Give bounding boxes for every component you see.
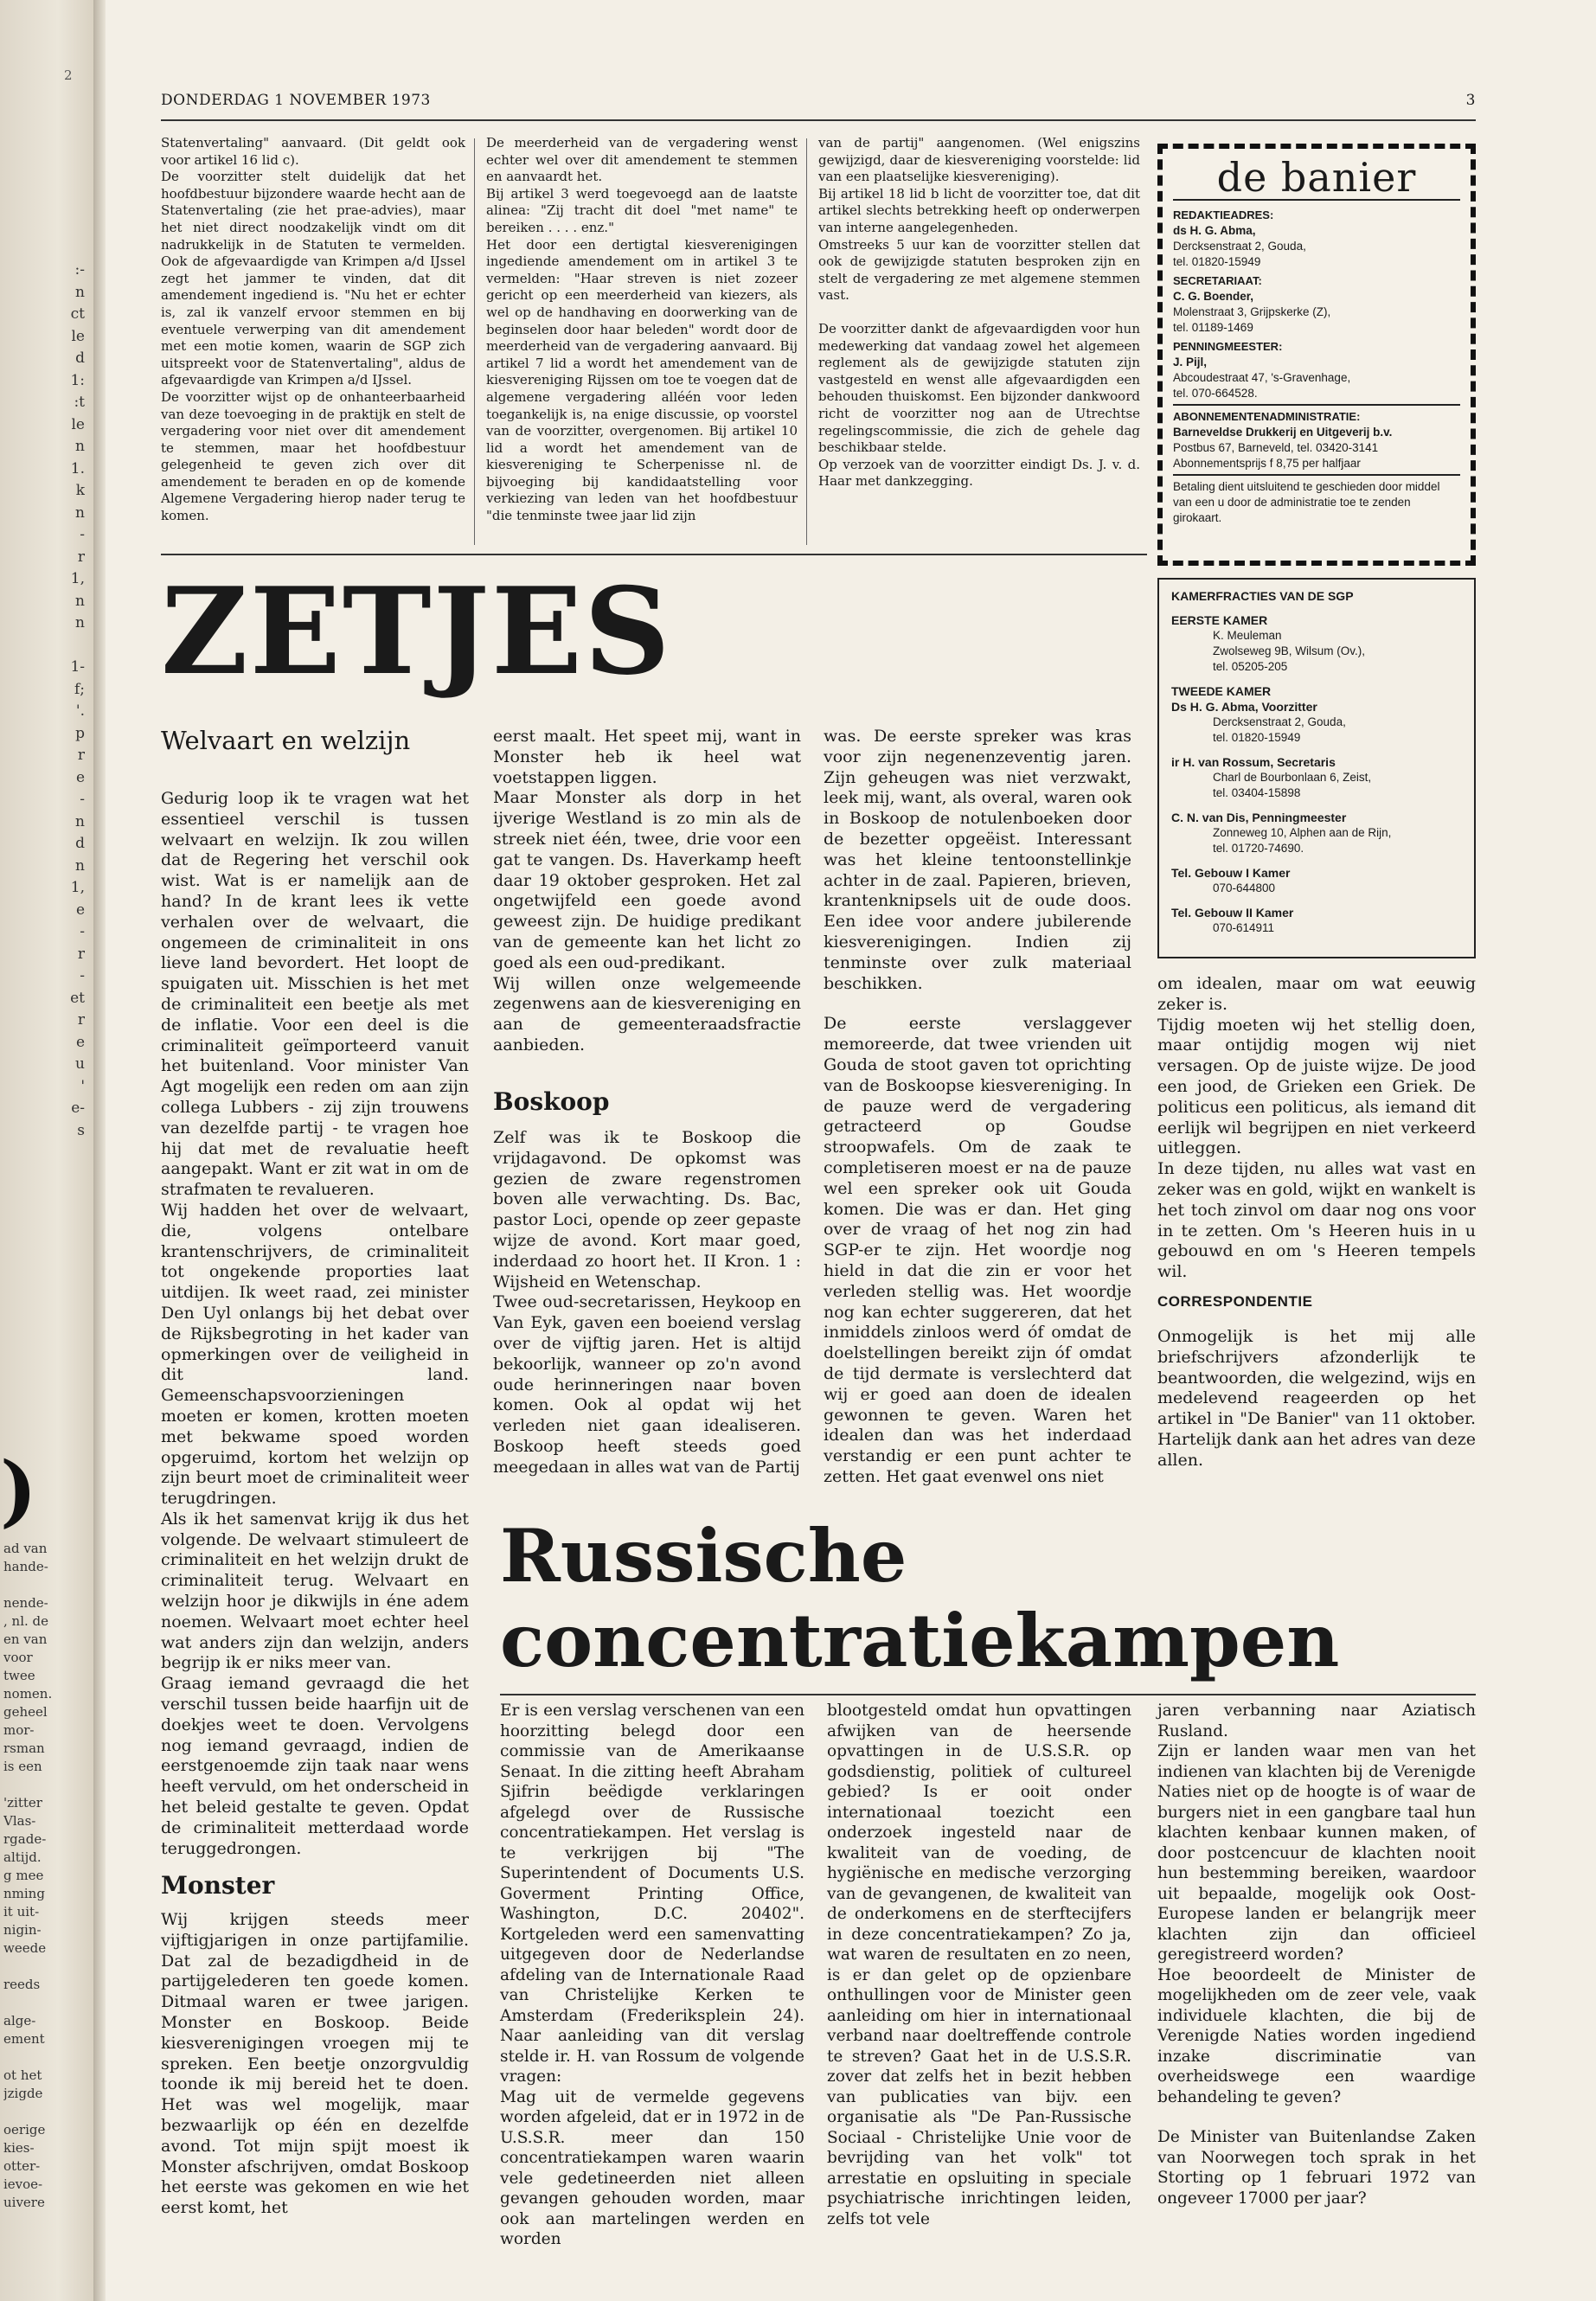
left-page-fragment-line: rsman — [3, 1740, 45, 1756]
left-page-fragment-line: - — [80, 967, 85, 984]
left-page-fragment-line: k — [75, 482, 85, 499]
left-page-fragment-line: ot het — [3, 2067, 42, 2083]
paragraph: van de partij" aangenomen. (Wel enigszins gewijzigd, daar de kiesvereniging voorstelde: lid van een plaatselijke kiesvereniging). — [818, 135, 1140, 185]
eerste-kamer-label: EERSTE KAMER — [1171, 613, 1268, 627]
van-rossum-phone: tel. 03404-15898 — [1213, 786, 1301, 799]
page-header — [161, 87, 1476, 121]
left-page-fragment-line: et — [70, 989, 85, 1007]
column-divider — [806, 138, 807, 545]
zetjes-headline: ZETJES — [161, 561, 672, 702]
russische-col1 — [500, 1701, 804, 2250]
paragraph: jaren verbanning naar Aziatisch Rusland. — [1157, 1702, 1476, 1740]
top-article-col3 — [818, 135, 1140, 490]
left-page-fragment-line: jzigde — [3, 2086, 43, 2101]
van-rossum-name: ir H. van Rossum, Secretaris — [1171, 755, 1336, 769]
banier-divider — [1173, 474, 1460, 476]
left-page-fragment-line: e — [75, 901, 85, 919]
betaling-note: Betaling dient uitsluitend te geschieden door middel van een u door de administratie toe te zenden girokaart. — [1173, 480, 1440, 524]
top-article-col2 — [486, 135, 798, 525]
paragraph: Omstreeks 5 uur kan de voorzitter stellen dat ook de gewijzigde statuten besproken zijn en stelt de vergadering ze met algemene stemmen vast. — [818, 236, 1140, 304]
paragraph: Twee oud-secretarissen, Heykoop en Van Eyk, gaven een boeiend verslag over de vijftig jaren. Het is altijd bekoorlijk, wanneer op zo'n avond oude herinneringen naar boven komen. Ook al opdat wij het verleden niet gaan idealiseren. Boskoop heeft steeds goed meegedaan in alles wat van de Partij — [493, 1292, 801, 1477]
redactie-address: Dercksenstraat 2, Gouda, — [1173, 240, 1306, 253]
left-page-big-letter: ) — [0, 1445, 37, 1536]
subheading-welvaart: Welvaart en welzijn — [161, 726, 411, 755]
russische-headline — [500, 1514, 1486, 1683]
header-page-number: 3 — [1465, 92, 1476, 109]
paragraph: Statenvertaling" aanvaard. (Dit geldt ook voor artikel 16 lid c). — [161, 135, 465, 168]
paragraph: De eerste verslaggever memoreerde, dat twee vrienden uit Gouda de stoot gaven tot oprichting van de Boskoopse kiesvereniging. In de pauze werd de vergadering getracteerd op Goudse stroopwafels. Om de zaak te completiseren moest er na de pauze wel een spreker ook uit Gouda komen. Die was er dan. Het ging over de vraag of het nog zin had SGP-er te zijn. Het woordje nog hield in dat die zin er voor het verleden stellig was. Het woordje nog kan echter suggereren, dat het inmiddels zinloos werd óf omdat de doelstellingen bereikt zijn óf omdat de tijd dermate is verslechterd dat wij er goed aan doen de idealen gewonnen te geven. Waren het idealen dan was het inderdaad verstandig er een punt achter te zetten. Het gaat evenwel ons niet — [824, 1014, 1131, 1486]
redactie-name: ds H. G. Abma, — [1173, 224, 1256, 237]
abonnementen-name: Barneveldse Drukkerij en Uitgeverij b.v. — [1173, 426, 1393, 439]
left-page-fragment-line: oerige — [3, 2122, 46, 2138]
penning-phone: tel. 070-664528. — [1173, 387, 1258, 400]
paragraph: De voorzitter stelt duidelijk dat het hoofdbestuur bijzondere waarde hecht aan de Statenvertaling (zie het prae-advies), maar het niet direct noodzakelijk vindt om dit nadrukkelijk in de Statuten te vermelden. Ook de afgevaardigde van Krimpen a/d IJssel zegt het jammer te vinden, dat dit amendement ingediend is. "Nu het er echter is, zal ik vanzelf ervoor stemmen en bij eventuele verwerping van dit amendement met een motie komen, waarin de SGP zich uitspreekt voor de Statenvertaling", aldus de afgevaardigde van Krimpen a/d IJssel. — [161, 169, 465, 388]
left-page-fragment-line: :- — [74, 261, 85, 279]
zetjes-col2-boskoop — [493, 1128, 801, 1478]
left-page-fragment-bottom — [3, 1540, 93, 2212]
left-page-fragment-line: s — [77, 1121, 85, 1139]
column-divider — [474, 138, 475, 545]
left-page-fragment-line — [3, 1576, 93, 1594]
tweede-kamer-phone: tel. 01820-15949 — [1213, 731, 1301, 744]
section-divider — [500, 1694, 1476, 1695]
left-page-fragment-line: nomen. — [3, 1686, 53, 1702]
gebouw-1-phone: 070-644800 — [1213, 881, 1276, 894]
left-page-fragment-line: - — [80, 791, 85, 808]
left-page-fragment-line: reeds — [3, 1977, 41, 1992]
zetjes-col1 — [161, 789, 469, 1859]
paragraph: Bij artikel 18 lid b licht de voorzitter toe, dat dit artikel slechts betrekking heeft op onderwerpen van interne aangelegenheden. — [818, 185, 1140, 235]
paragraph: eerst maalt. Het speet mij, want in Monster heb ik heel wat voetstappen liggen. — [493, 727, 801, 787]
banier-divider — [1173, 404, 1460, 406]
left-page-fragment-line: n — [75, 856, 85, 875]
paragraph: Tijdig moeten wij het stellig doen, maar ontijdig mogen wij niet versagen. Op de juiste wijze. De jood een jood, de Grieken een Griek. De politicus een politicus, als iemand dit eerlijk wil begrijpen en niet verkeerd uitleggen. — [1157, 1015, 1476, 1158]
left-page-fragment-line: u — [75, 1055, 85, 1073]
russische-headline-line2: concentratiekampen — [500, 1598, 1340, 1683]
redactie-phone: tel. 01820-15949 — [1173, 255, 1261, 268]
eerste-kamer-name: K. Meuleman — [1213, 629, 1282, 642]
left-page-fragment-line: mor- — [3, 1722, 35, 1738]
secretariaat-address: Molenstraat 3, Grijpskerke (Z), — [1173, 305, 1331, 318]
paragraph: Wij krijgen steeds meer vijftigjarigen in onze partijfamilie. Dat zal de bezadigdheid in de partijgelederen ten goede komen. Ditmaal waren er twee jarigen. Monster en Boskoop. Beide kiesverenigingen vroegen mij te spreken. Een beetje onzorgvuldig toonde ik mij bereid het te doen. Het was wel mogelijk, maar bezwaarlijk op één en dezelfde avond. Tot mijn spijt moest ik Monster afschrijven, omdat Boskoop het eerste was gekomen en wie het eerst komt, het — [161, 1910, 469, 2218]
left-page-fragment-line: n — [75, 592, 85, 610]
left-page-fragment-line: weede — [3, 1940, 47, 1956]
paragraph: Maar Monster als dorp in het ijverige Westland is zo min als de streek niet één, twee, drie voor een gat te vangen. Ds. Haverkamp heeft daar 19 oktober gesproken. Het zal ongetwijfeld een goede avond geweest zijn. De huidige predikant van de gemeente kan het licht zo goed als een oud-predikant. — [493, 788, 801, 972]
paragraph: Op verzoek van de voorzitter eindigt Ds. J. v. d. Haar met dankzegging. — [818, 456, 1140, 490]
left-page-number: 2 — [64, 67, 73, 83]
left-page-fragment-line: r — [77, 747, 85, 764]
left-page-fragment-line: f; — [74, 680, 85, 698]
van-rossum-address: Charl de Bourbonlaan 6, Zeist, — [1213, 771, 1372, 784]
left-page-fragment-line — [3, 2048, 93, 2067]
left-page-fragment-line: e- — [71, 1099, 85, 1117]
left-page-fragment-line: le — [71, 415, 85, 433]
left-page-fragment-line: hande- — [3, 1559, 48, 1574]
left-page-fragment-line: '. — [75, 702, 85, 720]
banier-masthead-box — [1157, 144, 1476, 566]
correspondentie-heading: CORRESPONDENTIE — [1157, 1293, 1313, 1310]
zetjes-col4 — [1157, 974, 1476, 1283]
section-divider — [161, 554, 1147, 555]
tweede-kamer-label: TWEEDE KAMER — [1171, 684, 1272, 698]
left-page-fragment-line: kies- — [3, 2140, 35, 2156]
van-dis-phone: tel. 01720-74690. — [1213, 842, 1304, 855]
banier-title: de banier — [1173, 156, 1460, 201]
header-date: DONDERDAG 1 NOVEMBER 1973 — [161, 92, 431, 109]
left-page-fragment-line — [3, 2103, 93, 2121]
tweede-kamer-address: Dercksenstraat 2, Gouda, — [1213, 715, 1346, 728]
left-page-fragment-line — [3, 1776, 93, 1794]
abonnementen-address: Postbus 67, Barneveld, tel. 03420-3141 — [1173, 441, 1379, 454]
zetjes-col1-monster — [161, 1910, 469, 2219]
paragraph: In deze tijden, nu alles wat vast en zeker was en gold, wijkt en wankelt is het toch zinvol om daar nog ons voor in te zetten. Om 's Heeren huis in u gebouwd en om 's Heeren tempels wil. — [1157, 1159, 1476, 1282]
russische-headline-line1: Russische — [500, 1513, 907, 1599]
left-page-fragment-line: ' — [80, 1077, 85, 1095]
russische-col2 — [827, 1701, 1131, 2229]
paragraph: Er is een verslag verschenen van een hoorzitting belegd door een commissie van de Amerikaanse Senaat. In die zitting heeft Abraham Sjifrin beëdigde verklaringen afgelegd over de Russische concentratiekampen. Het verslag is te verkrijgen bij "The Superintendent of Documents U.S. Goverment Printing Office, Washington, D.C. 20402". Kortgeleden werd een samenvatting uitgegeven door de Nederlandse afdeling van de Internationale Raad van Christelijke Kerken te Amsterdam (Frederiksplein 24). Naar aanleiding van dit verslag stelde ir. H. van Rossum de volgende vragen: — [500, 1702, 804, 2086]
left-page-fragment-line: 1: — [70, 371, 85, 389]
left-page-fragment-line: ad van — [3, 1541, 48, 1556]
paragraph: Onmogelijk is het mij alle briefschrijvers afzonderlijk te beantwoorden, die welgezind, wijs en medelevend reageerden op het artikel in "De Banier" van 11 oktober. Hartelijk dank aan het adres van deze allen. — [1157, 1327, 1476, 1470]
left-page-fragment-line: alge- — [3, 2013, 36, 2029]
paragraph: De meerderheid van de vergadering wenst echter wel over dit amendement te stemmen en aanvaardt het. — [486, 135, 798, 185]
kamerfracties-heading: KAMERFRACTIES VAN DE SGP — [1171, 589, 1354, 603]
left-page-fragment-line: rgade- — [3, 1831, 47, 1847]
left-page-fragment-line: 1, — [70, 879, 85, 896]
left-page-fragment-line: - — [80, 526, 85, 543]
russische-col3 — [1157, 1701, 1476, 2208]
left-page-fragment-line: , nl. de — [3, 1613, 49, 1629]
secretariaat-phone: tel. 01189-1469 — [1173, 321, 1253, 334]
left-page-fragment-top — [3, 260, 90, 1142]
left-page-fragment-line: voor — [3, 1650, 33, 1665]
left-page-fragment-line: e — [75, 1033, 85, 1051]
left-page-fragment-line: r — [77, 945, 85, 963]
gebouw-1-label: Tel. Gebouw I Kamer — [1171, 866, 1291, 880]
paragraph: blootgesteld omdat hun opvattingen afwijken van de heersende opvattingen in de U.S.S.R. op godsdienstig, politiek of cultureel gebied? Is er ooit onder internationaal toezicht een onderzoek ingesteld naar de kwaliteit van de voeding, de hygiënische en medische verzorging van de gevangenen, de kwaliteit van de onderkomens en de sterftecijfers in deze concentratiekampen? Zo ja, wat waren de resultaten en zo neen, is er dan gelet op de opzienbare onthullingen voor de Minister geen aanleiding om hier in internationaal verband naar doeltreffende controle te streven? Gaat het in de U.S.S.R. zover dat zelfs het in bezit hebben van publicaties van bijv. een organisatie als "De Pan-Russische Sociaal - Christelijke Unie voor de bevrijding van het volk" tot arrestatie en opsluiting in speciale psychiatrische inrichtingen leiden, zelfs tot vele — [827, 1702, 1131, 2228]
redactie-label: REDAKTIEADRES: — [1173, 208, 1274, 221]
left-page-fragment-line: r — [77, 548, 85, 566]
left-page-fragment-line: 1, — [70, 570, 85, 587]
zetjes-col2 — [493, 727, 801, 1056]
left-page-fragment-line: le — [71, 327, 85, 345]
gebouw-2-label: Tel. Gebouw II Kamer — [1171, 906, 1294, 920]
penning-label: PENNINGMEESTER: — [1173, 340, 1283, 353]
left-page-fragment-line: en van — [3, 1631, 48, 1647]
van-dis-name: C. N. van Dis, Penningmeester — [1171, 811, 1347, 824]
left-page-fragment-line: p — [75, 724, 85, 742]
paragraph: Graag iemand gevraagd die het verschil tussen beide haarfijn uit de doekjes weet te doen. Vervolgens nog iemand gevraagd, indien de eerstgenoemde zijn taak naar wens heeft vervuld, om het onderscheid in het beleid gestalte te geven. Opdat de criminaliteit metterdaad worde teruggedrongen. — [161, 1674, 469, 1858]
secretariaat-name: C. G. Boender, — [1173, 290, 1254, 303]
gebouw-2-phone: 070-614911 — [1213, 921, 1275, 934]
left-page-fragment-line: - — [80, 923, 85, 940]
left-page-fragment-line: nming — [3, 1886, 45, 1901]
secretariaat-label: SECRETARIAAT: — [1173, 274, 1262, 287]
tweede-kamer-name: Ds H. G. Abma, Voorzitter — [1171, 700, 1317, 714]
left-page-fragment-line: nigin- — [3, 1922, 42, 1938]
paragraph: Als ik het samenvat krijg ik dus het volgende. De welvaart stimuleert de criminaliteit en het welzijn drukt de criminaliteit terug. Welvaart en welzijn hoor je dikwijls in éne adem noemen. Welvaart moet echter heel wat anders zijn dan welzijn, anders begrijp ik er niks meer van. — [161, 1509, 469, 1673]
left-page-fragment-line: g mee — [3, 1868, 44, 1883]
left-page-fragment-line: otter- — [3, 2158, 41, 2174]
paragraph: Hoe beoordeelt de Minister de mogelijkheden om de zeer vele, vaak individuele klachten, die bij de Verenigde Naties worden ingediend inzake discriminatie van overheidswege een waardige behandeling te geven? — [1157, 1965, 1476, 2106]
paragraph: Wij hadden het over de welvaart, die, volgens ontelbare krantenschrijvers, de criminaliteit tot ongekende proporties laat uitdijen. Ik weet raad, zei minister Den Uyl onlangs bij het debat over de Rijksbegroting in het kader van opmerkingen over de veiligheid in dit land. Gemeenschapsvoorzieningen moeten er komen, krotten moeten met bekwame spoed worden opgeruimd, kortom het welzijn op zijn beurt moet de criminaliteit weer terugdringen. — [161, 1200, 469, 1509]
paragraph: Zijn er landen waar men van het indienen van klachten bij de Verenigde Naties niet op de hoogte is of waar de burgers niet in een gangbare taal hun klachten kenbaar kunnen maken, of door postcencuur de klachten nooit hun bestemming bereiken, waardoor uit bepaalde, mogelijk ook Oost-Europese landen er belangrijk meer klachten zijn dan officieel geregistreerd worden? — [1157, 1742, 1476, 1964]
eerste-kamer-phone: tel. 05205-205 — [1213, 660, 1288, 673]
left-page-fragment-line: Vlas- — [3, 1813, 36, 1829]
left-page-fragment-line: :t — [74, 394, 85, 411]
left-page-fragment-line: d — [75, 835, 85, 852]
left-page-fragment-line: altijd. — [3, 1849, 42, 1865]
left-page-edge — [0, 0, 97, 2301]
left-page-fragment-line: nende- — [3, 1595, 48, 1611]
left-page-fragment-line: ct — [70, 305, 85, 323]
van-dis-address: Zonneweg 10, Alphen aan de Rijn, — [1213, 826, 1392, 839]
left-page-fragment-line: e — [75, 768, 85, 786]
abonnementen-price: Abonnementsprijs f 8,75 per halfjaar — [1173, 457, 1361, 470]
paragraph: was. De eerste spreker was kras voor zijn negenenzeventig jaren. Zijn geheugen was niet verzwakt, leek mij, want, als overal, waren ook in Boskoop de notulenboeken door de bezetter opgeëist. Interessant was het kleine tentoonstellinkje achter in de zaal. Papieren, brieven, krantenknipsels uit de oude doos. Een idee voor andere jubilerende kiesverenigingen. Indien zij tenminste over zulk materiaal beschikken. — [824, 727, 1131, 993]
eerste-kamer-address: Zwolseweg 9B, Wilsum (Ov.), — [1213, 644, 1366, 657]
page-fold — [93, 0, 106, 2301]
left-page-fragment-line: n — [75, 283, 85, 301]
left-page-fragment-line: 1- — [70, 658, 85, 676]
paragraph: De voorzitter wijst op de onhanteerbaarheid van deze toevoeging in de praktijk en stelt de vergadering voor niet over dit amendement te stemmen, maar het hoofdbestuur gelegenheid te geven zich over dit amendement te beraden en op de komende Algemene Vergadering hierop nader terug te komen. — [161, 388, 465, 524]
left-page-fragment-line: 1. — [70, 459, 85, 478]
left-page-fragment-line: is een — [3, 1759, 42, 1774]
left-page-fragment-line: n — [75, 614, 85, 631]
paragraph: De Minister van Buitenlandse Zaken van Noorwegen toch sprak in het Storting op 1 februari 1972 van ongeveer 17000 per jaar? — [1157, 2128, 1476, 2208]
left-page-fragment-line — [3, 635, 85, 657]
penning-address: Abcoudestraat 47, 's-Gravenhage, — [1173, 371, 1351, 384]
left-page-fragment-line: twee — [3, 1668, 35, 1683]
paragraph: De voorzitter dankt de afgevaardigden voor hun medewerking dat vandaag zowel het algemeen reglement als de gewijzigde statuten zijn vastgesteld en wenst alle afgevaardigden een behouden thuiskomst. Een bijzonder dankwoord richt de voorzitter nog aan de Utrechtse regelingscommissie, die zich de gehele dag beschikbaar stelde. — [818, 320, 1140, 456]
abonnementen-label: ABONNEMENTENADMINISTRATIE: — [1173, 410, 1361, 423]
paragraph: Mag uit de vermelde gegevens worden afgeleid, dat er in 1972 in de U.S.S.R. meer dan 150 concentratiekampen waren waarin vele gedetineerden niet alleen gevangen gehouden worden, maar ook aan martelingen werden en worden — [500, 2087, 804, 2248]
left-page-fragment-line: d — [75, 349, 85, 367]
penning-name: J. Pijl, — [1173, 356, 1208, 369]
zetjes-col3 — [824, 727, 1131, 1488]
left-page-fragment-line: ievoe- — [3, 2176, 43, 2192]
top-article-col1 — [161, 135, 465, 525]
paragraph: Zelf was ik te Boskoop die vrijdagavond. De opkomst was gezien de zware regenstromen boven alle verwachting. Ds. Bac, pastor Loci, opende op zeer gepaste wijze de avond. Kort maar goed, inderdaad zo hoort het. II Kron. 1 : Wijsheid en Wetenschap. — [493, 1128, 801, 1292]
left-page-fragment-line: n — [75, 438, 85, 455]
kamerfracties-box — [1157, 578, 1476, 958]
correspondentie-text — [1157, 1327, 1476, 1471]
paragraph: Wij willen onze welgemeende zegenwens aan de kiesvereniging en aan de gemeenteraadsfractie aanbieden. — [493, 973, 801, 1054]
paragraph: Gedurig loop ik te vragen wat het essentieel verschil is tussen welvaart en welzijn. Ik zou willen dat de Regering het verschil ook wist. Wat is er namelijk aan de hand? In de krant lees ik vette verhalen over de welvaart, die ongemeen de criminaliteit in ons lieve land bevordert. Het loopt de spuigaten uit. Misschien is het met de criminaliteit een beetje als met de inflatie. Voor een deel is die criminaliteit geïmporteerd vanuit het buitenland. Voor minister Van Agt mogelijk een reden om aan zijn collega Lubbers - zij zijn trouwens van dezelfde partij - te vragen hoe hij dat met de revaluatie heeft aangepakt. Want er zit wat in om de strafmaten te revalueren. — [161, 789, 469, 1200]
left-page-fragment-line: r — [77, 1011, 85, 1029]
left-page-fragment-line: 'zitter — [3, 1795, 42, 1811]
left-page-fragment-line — [3, 1994, 93, 2012]
left-page-fragment-line: geheel — [3, 1704, 48, 1720]
paragraph: Het door een dertigtal kiesverenigingen ingediende amendement om in artikel 3 te vermelden: "Haar streven is niet zozeer gericht op een meerderheid van kiezers, als wel op de handhaving en doorwerking van de beginselen door haar beleden" wordt door de meerderheid van de vergadering aanvaard. Bij artikel 7 lid a wordt het amendement van de kiesvereniging Rijssen om toe te voegen dat de algemene vergadering alléén voor leden toegankelijk is, na enige discussie, op voorstel van de voorzitter, overgenomen. Bij artikel 10 lid a wordt het amendement van de kiesvereniging te Scherpenisse nl. de bijvoeging bij kandidaatstelling voor verkiezing van leden van het hoofdbestuur "die tenminste twee jaar lid zijn — [486, 236, 798, 524]
left-page-fragment-line: uivere — [3, 2195, 45, 2210]
subheading-monster: Monster — [161, 1871, 275, 1900]
left-page-fragment-line: it uit- — [3, 1904, 40, 1920]
subheading-boskoop: Boskoop — [493, 1087, 610, 1116]
left-page-fragment-line — [3, 1958, 93, 1976]
paragraph: Bij artikel 3 werd toegevoegd aan de laatste alinea: "Zij tracht dit doel "met name" te bereiken . . . . enz." — [486, 185, 798, 235]
left-page-fragment-line: ement — [3, 2031, 45, 2047]
left-page-fragment-line: n — [75, 503, 85, 522]
paragraph: om idealen, maar om wat eeuwig zeker is. — [1157, 974, 1476, 1014]
left-page-fragment-line: n — [75, 812, 85, 830]
